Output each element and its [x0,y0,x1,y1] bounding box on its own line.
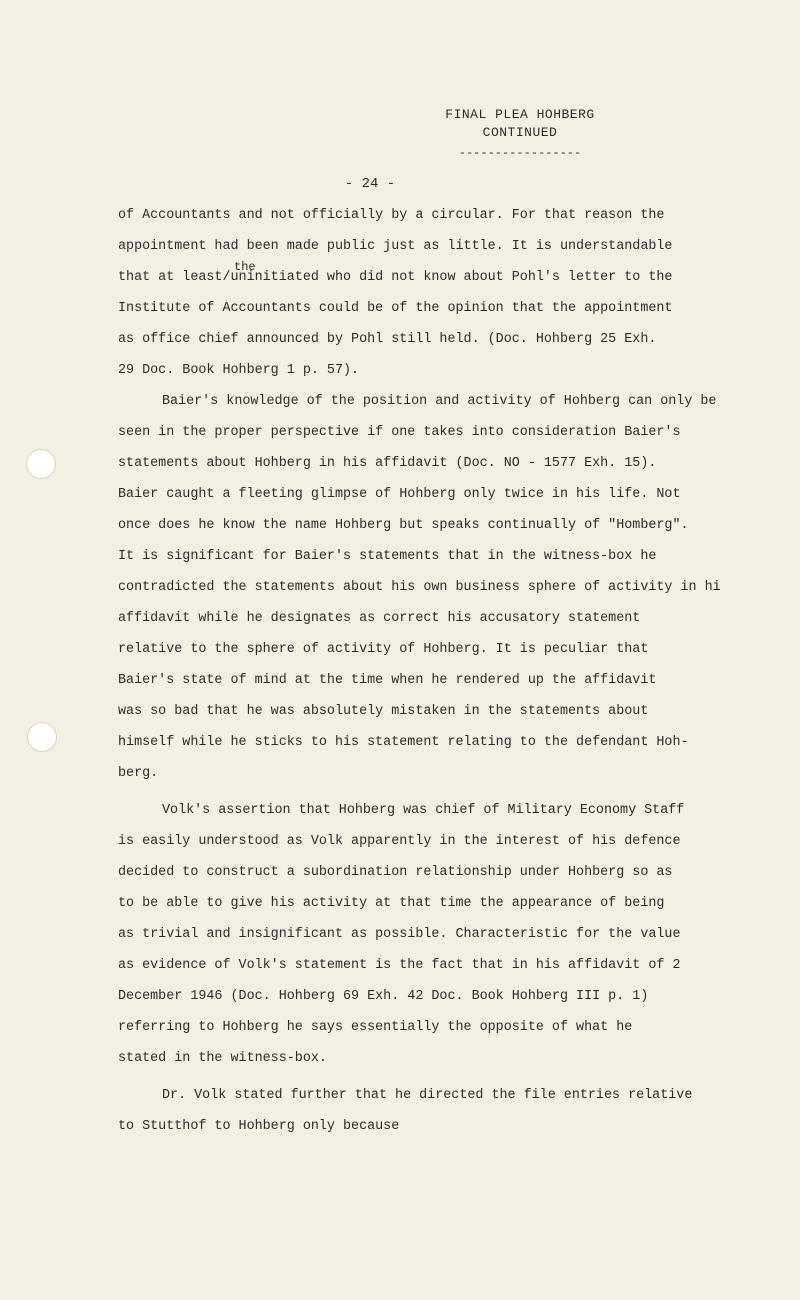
page-number: - 24 - [344,176,396,192]
paragraph-2 [118,386,768,789]
document-body [118,200,768,1142]
text-line: to be able to give his activity at that time the appearance of being [118,896,665,911]
punch-hole-top [26,449,56,479]
text-line: seen in the proper perspective if one takes into consideration Baier's [118,425,681,440]
text-line: himself while he sticks to his statement relating to the defendant Hoh- [118,735,689,750]
text-line: Baier's knowledge of the position and activity of Hohberg can only be [162,394,717,409]
text-line: Dr. Volk stated further that he directed the file entries relative [162,1088,693,1103]
text-line: It is significant for Baier's statements that in the witness-box he [118,549,657,564]
document-header [400,106,640,162]
text-line: Institute of Accountants could be of the opinion that the appointment [118,301,673,316]
text-line: contradicted the statements about his own business sphere of activity in hi [118,580,721,595]
handwritten-insertion: the [234,260,256,274]
paragraph-3 [118,795,768,1074]
paragraph-1 [118,200,768,386]
text-line: stated in the witness-box. [118,1051,327,1066]
text-line: as evidence of Volk's statement is the fact that in his affidavit of 2 [118,958,681,973]
text-line: berg. [118,766,159,781]
text-line: of Accountants and not officially by a circular. For that reason the [118,208,665,223]
text-line: decided to construct a subordination relationship under Hohberg so as [118,865,673,880]
text-line: once does he know the name Hohberg but speaks continually of "Homberg". [118,518,689,533]
text-line: Baier's state of mind at the time when he rendered up the affidavit [118,673,657,688]
text-line: as trivial and insignificant as possible. Characteristic for the value [118,927,681,942]
punch-hole-bottom [27,722,57,752]
text-line: is easily understood as Volk apparently in the interest of his defence [118,834,681,849]
header-rule: ----------------- [458,146,582,160]
header-subtitle: CONTINUED [482,125,558,140]
text-line: Baier caught a fleeting glimpse of Hohberg only twice in his life. Not [118,487,681,502]
text-line: affidavit while he designates as correct his accusatory statement [118,611,641,626]
text-line: statements about Hohberg in his affidavit (Doc. NO - 1577 Exh. 15). [118,456,657,471]
paragraph-4 [118,1080,768,1142]
text-line: referring to Hohberg he says essentially the opposite of what he [118,1020,633,1035]
header-title: FINAL PLEA HOHBERG [445,107,595,122]
text-line: was so bad that he was absolutely mistaken in the statements about [118,704,649,719]
text-line: as office chief announced by Pohl still held. (Doc. Hohberg 25 Exh. [118,332,657,347]
text-line: 29 Doc. Book Hohberg 1 p. 57). [118,363,360,378]
text-line: Volk's assertion that Hohberg was chief of Military Economy Staff [162,803,685,818]
text-line: appointment had been made public just as little. It is understandable [118,239,673,254]
text-line: to Stutthof to Hohberg only because [118,1119,400,1134]
text-line: that at least/uninitiated who did not know about Pohl's letter to the [118,270,673,285]
text-line: relative to the sphere of activity of Hohberg. It is peculiar that [118,642,649,657]
text-line: December 1946 (Doc. Hohberg 69 Exh. 42 Doc. Book Hohberg III p. 1) [118,989,649,1004]
